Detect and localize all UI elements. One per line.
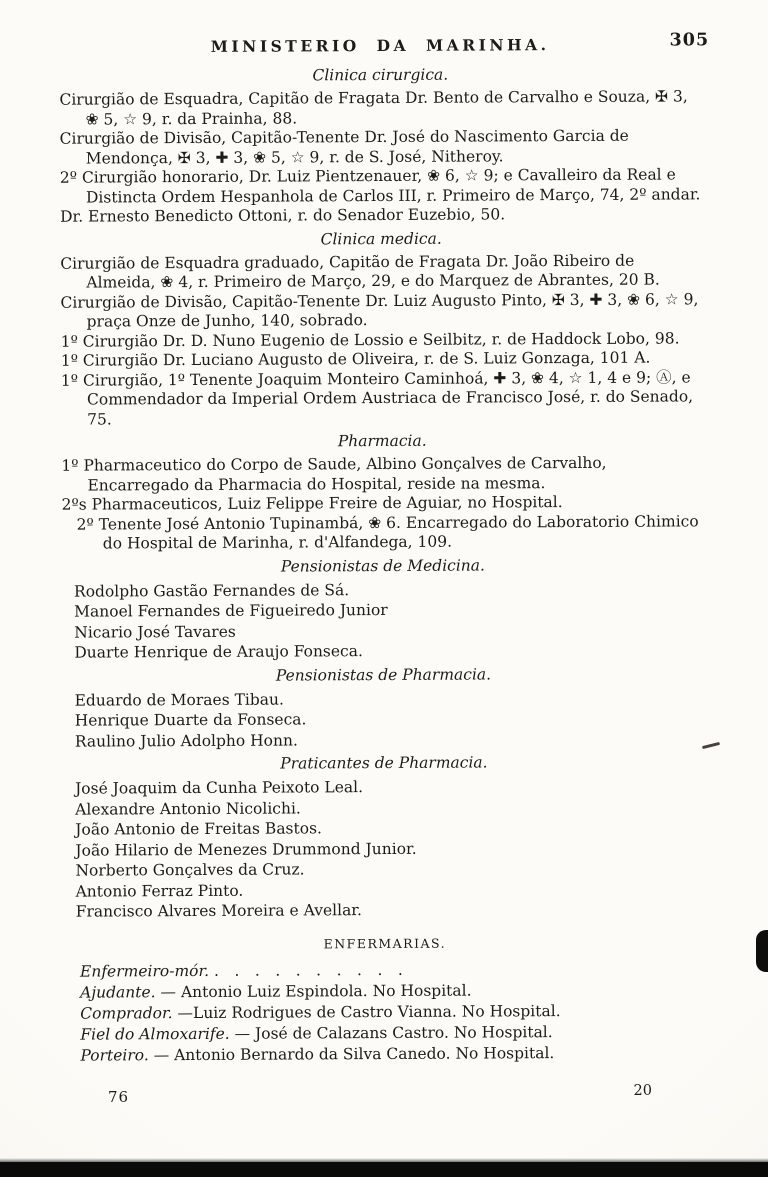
directory-entry: 2º Cirurgião honorario, Dr. Luiz Pientzenauer, ❀ 6, ☆ 9; e Cavalleiro da Real e Distincta Ordem Hespanhola de Carlos III, r. Primeiro de Março, 74, 2º andar. — [59, 165, 701, 207]
role-label: Ajudante. — [80, 982, 156, 1002]
directory-entry: Cirurgião de Esquadra, Capitão de Fragata Dr. Bento de Carvalho e Souza, ✠ 3, ❀ 5, ☆ 9, r. da Prainha, 88. — [59, 87, 688, 129]
section-pensionistas-medicina — [62, 554, 705, 663]
name-entry: João Antonio de Freitas Bastos. — [75, 819, 322, 839]
directory-entry: 1º Pharmaceutico do Corpo de Saude, Albino Gonçalves de Carvalho, Encarregado da Pharmacia do Hospital, reside na mesma. — [61, 453, 607, 495]
scan-edge-shadow — [0, 1162, 768, 1177]
name-entry: Duarte Henrique de Araujo Fonseca. — [74, 642, 363, 662]
section-heading-praticantes-pharmacia: Praticantes de Pharmacia. — [280, 753, 488, 773]
name-entry: João Hilario de Menezes Drummond Junior. — [75, 839, 417, 860]
section-heading-enfermarias: ENFERMARIAS. — [323, 935, 447, 951]
name-entry: Manoel Fernandes de Figueiredo Junior — [74, 600, 388, 621]
running-title: MINISTERIO DA MARINHA. — [210, 35, 550, 56]
directory-entry: Cirurgião de Divisão, Capitão-Tenente Dr. José do Nascimento Garcia de Mendonça, ✠ 3, ✚ 3, ❀ 5, ☆ 9, r. de S. José, Nitheroy. — [59, 126, 629, 168]
staff-entry: Comprador. —Luiz Rodrigues de Castro Vianna. No Hospital. — [80, 1001, 561, 1023]
name-entry: Raulino Julio Adolpho Honn. — [74, 730, 298, 751]
staff-entry: Porteiro. — Antonio Bernardo da Silva Canedo. No Hospital. — [80, 1043, 555, 1065]
page-number: 305 — [669, 30, 710, 51]
directory-entry: 2º Tenente José Antonio Tupinambá, ❀ 6. Encarregado do Laboratorio Chimico do Hospital de Marinha, r. d'Alfandega, 109. — [76, 511, 699, 553]
section-heading-clinica-medica: Clinica medica. — [320, 229, 442, 248]
name-entry: Nicario José Tavares — [74, 622, 236, 642]
name-entry: Henrique Duarte da Fonseca. — [74, 710, 307, 730]
name-entry: Antonio Ferraz Pinto. — [75, 881, 244, 901]
section-heading-pharmacia: Pharmacia. — [337, 431, 427, 451]
directory-entry: 1º Cirurgião Dr. Luciano Augusto de Oliveira, r. de S. Luiz Gonzaga, 101 A. — [60, 348, 651, 370]
name-entry: Alexandre Antonio Nicolichi. — [75, 798, 301, 819]
directory-entry: Cirurgião de Divisão, Capitão-Tenente Dr. Luiz Augusto Pinto, ✠ 3, ✚ 3, ❀ 6, ☆ 9, praça Onze de Junho, 140, sobrado. — [60, 289, 699, 331]
role-label: Comprador. — [80, 1003, 173, 1023]
section-heading-clinica-cirurgica: Clinica cirurgica. — [312, 65, 449, 85]
section-heading-pensionistas-medicina: Pensionistas de Medicina. — [280, 555, 485, 576]
directory-entry: 1º Cirurgião Dr. D. Nuno Eugenio de Lossio e Seilbitz, r. de Haddock Lobo, 98. — [60, 328, 680, 351]
directory-entry: 2ºs Pharmaceuticos, Luiz Felippe Freire de Aguiar, no Hospital. — [61, 493, 563, 514]
name-entry: Rodolpho Gastão Fernandes de Sá. — [73, 580, 350, 601]
staff-entry: Ajudante. — Antonio Luiz Espindola. No Hospital. — [80, 981, 472, 1002]
section-pharmacia — [61, 429, 704, 554]
directory-entry: Cirurgião de Esquadra graduado, Capitão de Fragata Dr. João Ribeiro de Almeida, ❀ 4, r. Primeiro de Março, 29, e do Marquez de Abrantes, 20 B. — [60, 251, 660, 292]
role-label: Porteiro. — [80, 1045, 149, 1065]
role-label: Fiel do Almoxarife. — [80, 1024, 230, 1044]
section-clinica-medica — [60, 227, 703, 430]
role-label: Enfermeiro-mór. — [79, 961, 210, 981]
scan-artifact-ink-blob — [756, 930, 768, 972]
section-enfermarias — [64, 931, 707, 1066]
section-heading-pensionistas-pharmacia: Pensionistas de Pharmacia. — [275, 664, 492, 685]
sections-container — [59, 63, 706, 1066]
section-praticantes-pharmacia — [63, 751, 706, 922]
name-entry: Eduardo de Moraes Tibau. — [74, 690, 284, 710]
directory-entry: 1º Cirurgião, 1º Tenente Joaquim Monteiro Caminhoá, ✚ 3, ❀ 4, ☆ 1, 4 e 9; Ⓐ, e Commendador da Imperial Ordem Austriaca de Francisco José, r. do Senado, 75. — [60, 367, 694, 429]
footer-folio-number: 76 — [108, 1088, 130, 1106]
page-header — [59, 30, 710, 56]
staff-entry: Enfermeiro-mór. . . . . . . . . . . — [79, 960, 403, 981]
section-clinica-cirurgica — [59, 63, 702, 227]
section-pensionistas-pharmacia — [62, 663, 704, 752]
name-entry: Norberto Gonçalves da Cruz. — [75, 860, 305, 880]
name-entry: José Joaquim da Cunha Peixoto Leal. — [74, 778, 364, 798]
directory-entry: Dr. Ernesto Benedicto Ottoni, r. do Senador Euzebio, 50. — [60, 205, 506, 226]
name-entry: Francisco Alvares Moreira e Avellar. — [75, 901, 362, 921]
footer-catchword: 20 — [633, 1083, 652, 1099]
staff-entry: Fiel do Almoxarife. — José de Calazans Castro. No Hospital. — [80, 1022, 553, 1044]
